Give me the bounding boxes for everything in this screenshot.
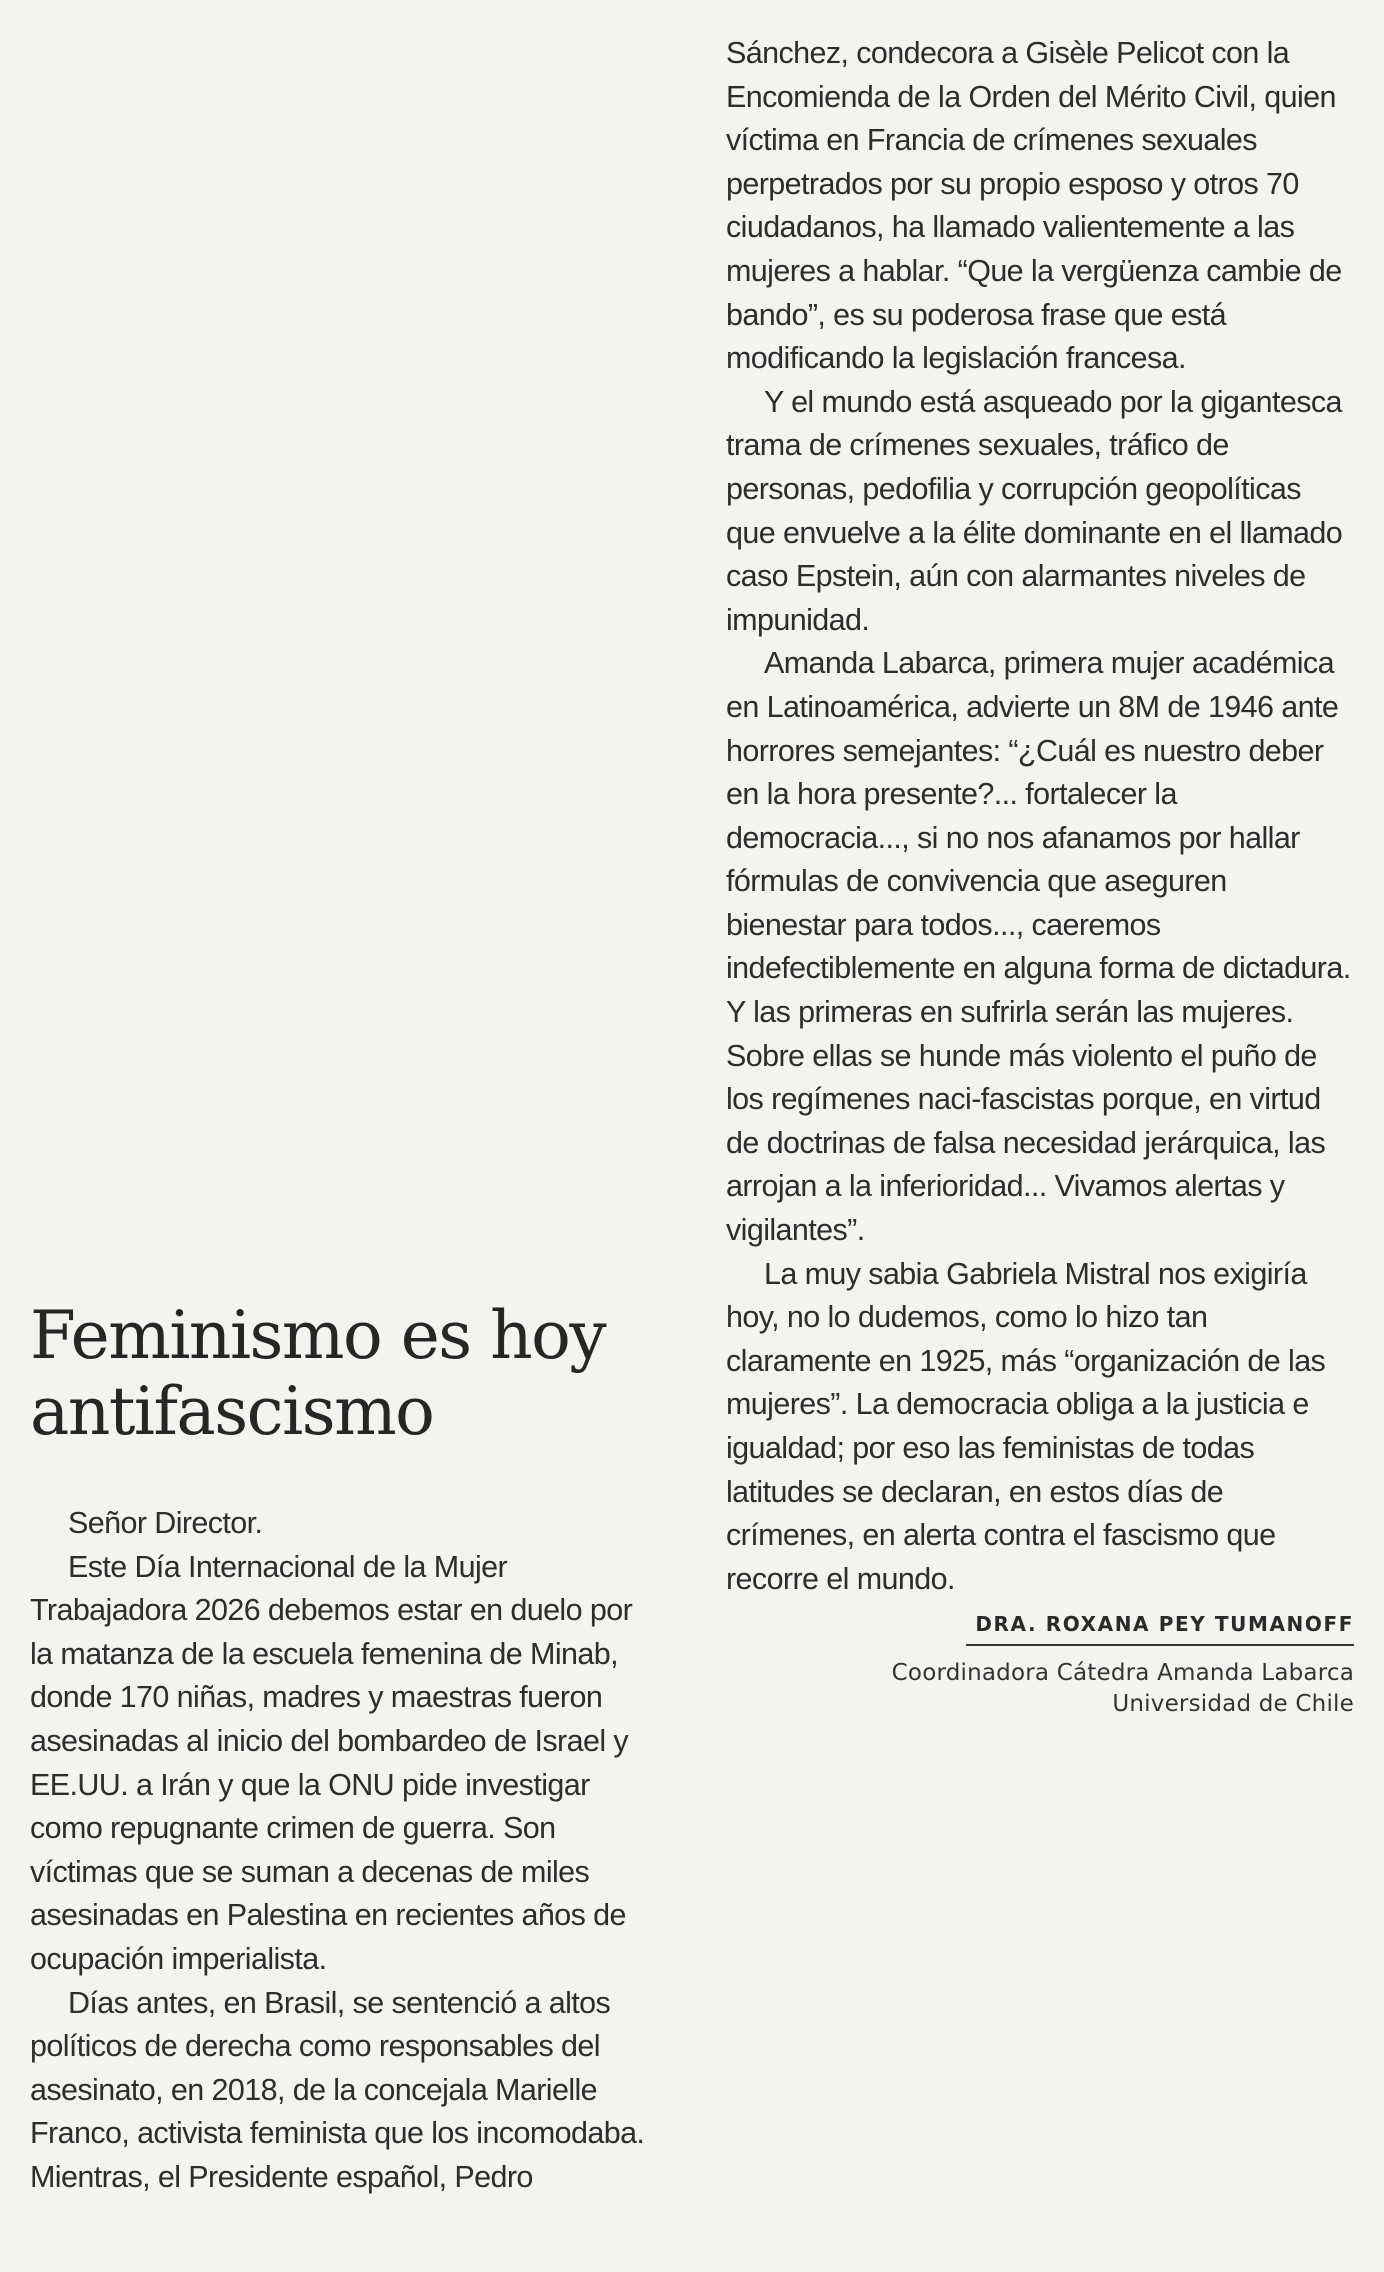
signature-name: DRA. ROXANA PEY TUMANOFF xyxy=(966,1610,1354,1646)
paragraph: Sánchez, condecora a Gisèle Pelicot con la Encomienda de la Orden del Mérito Civil, quien víctima en Francia de crímenes sexuales perpetrados por su propio esposo y otros 70 ciudadanos, ha llamado valientemente a las mujeres a hablar. “Que la vergüenza cambie de bando”, es su poderosa frase que está modificando la legislación francesa. xyxy=(726,36,1342,376)
signature-organization: Universidad de Chile xyxy=(1112,1691,1354,1717)
left-column xyxy=(30,0,660,2272)
paragraph: La muy sabia Gabriela Mistral nos exigiría hoy, no lo dudemos, como lo hizo tan claramente en 1925, más “organización de las mujeres”. La democracia obliga a la justicia e igualdad; por eso las feministas de todas latitudes se declaran, en estos días de crímenes, en alerta contra el fascismo que recorre el mundo. xyxy=(726,1256,1326,1596)
signature-role: Coordinadora Cátedra Amanda Labarca xyxy=(891,1660,1354,1686)
letter-body-start xyxy=(30,1502,660,2200)
signature-block xyxy=(726,1610,1354,1720)
salutation: Señor Director. xyxy=(68,1506,263,1540)
right-column xyxy=(726,0,1354,2272)
paragraph: Días antes, en Brasil, se sentenció a altos políticos de derecha como responsables del asesinato, en 2018, de la concejala Marielle Franco, activista feminista que los incomodaba. Mientras, el Presidente español, Pedro xyxy=(30,1985,645,2194)
paragraph: Este Día Internacional de la Mujer Trabajadora 2026 debemos estar en duelo por la matanza de la escuela femenina de Minab, donde 170 niñas, madres y maestras fueron asesinadas al inicio del bombardeo de Israel y EE.UU. a Irán y que la ONU pide investigar como repugnante crimen de guerra. Son víctimas que se suman a decenas de miles asesinadas en Palestina en recientes años de ocupación imperialista. xyxy=(30,1549,633,1976)
headline: Feminismo es hoy antifascismo xyxy=(30,1297,606,1450)
paragraph: Y el mundo está asqueado por la gigantesca trama de crímenes sexuales, tráfico de personas, pedofilia y corrupción geopolíticas que envuelve a la élite dominante en el llamado caso Epstein, aún con alarmantes niveles de impunidad. xyxy=(726,384,1343,637)
letter-body-continuation xyxy=(726,32,1354,1601)
paragraph: Amanda Labarca, primera mujer académica en Latinoamérica, advierte un 8M de 1946 ante horrores semejantes: “¿Cuál es nuestro deber en la hora presente?... fortalecer la democracia..., si no nos afanamos por hallar fórmulas de convivencia que aseguren bienestar para todos..., caeremos indefectiblemente en alguna forma de dictadura. Y las primeras en sufrirla serán las mujeres. Sobre ellas se hunde más violento el puño de los regímenes naci-fascistas porque, en virtud de doctrinas de falsa necesidad jerárquica, las arrojan a la inferioridad... Vivamos alertas y vigilantes”. xyxy=(726,646,1351,1248)
